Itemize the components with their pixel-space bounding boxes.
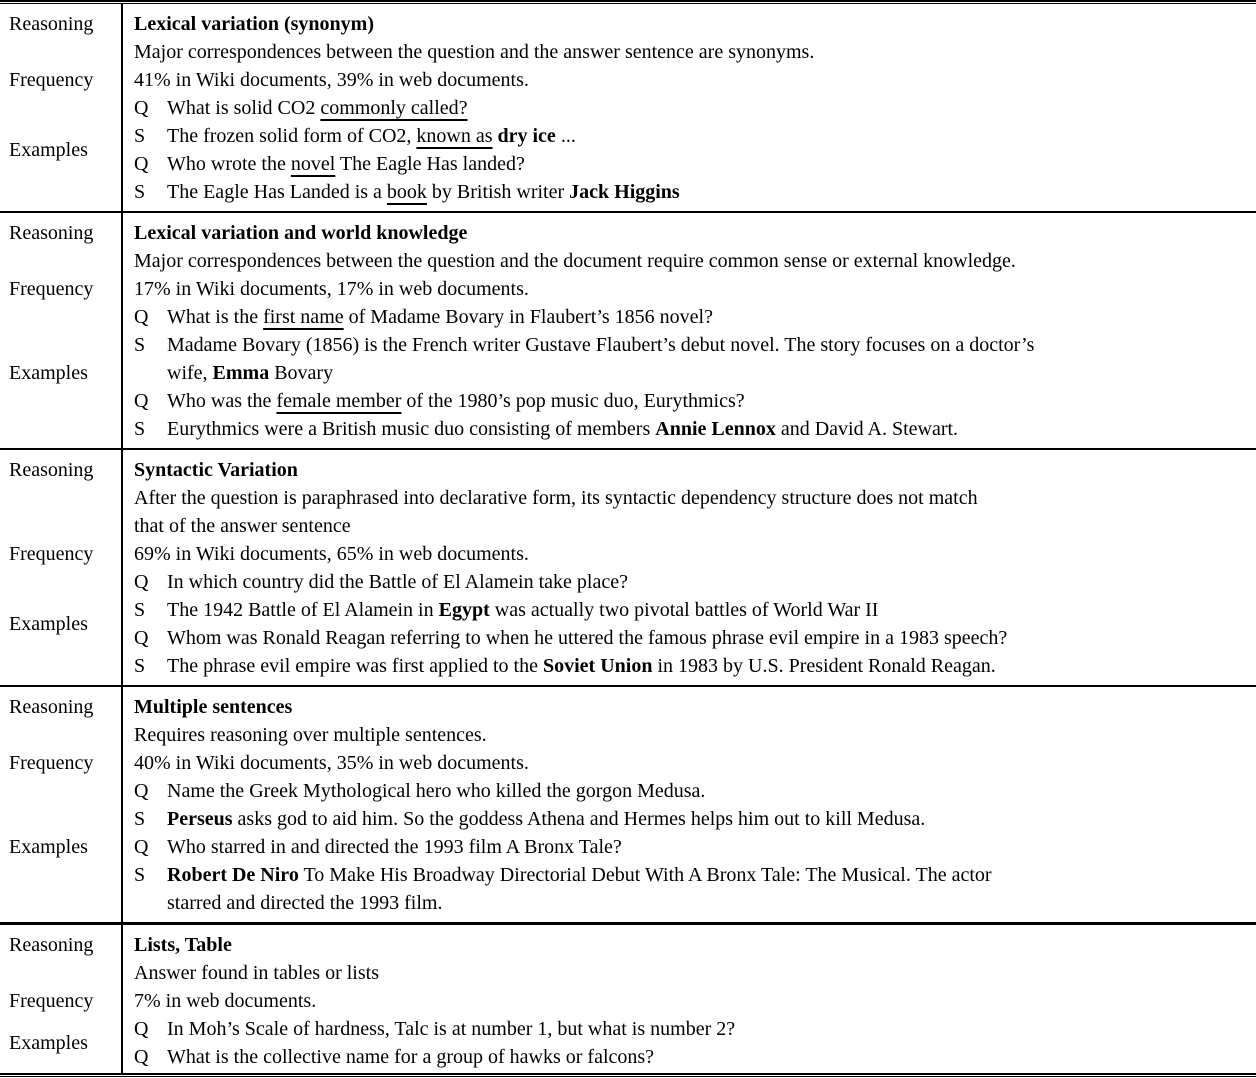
description-line	[134, 38, 1248, 66]
example-row	[134, 624, 1248, 652]
example-marker: Q	[134, 306, 149, 328]
example-text-line	[167, 1015, 1248, 1043]
examples-block	[134, 568, 1248, 680]
text-segment: The Eagle Has landed?	[335, 153, 525, 175]
text-segment: Major correspondences between the question and the document require common sense or external knowledge.	[134, 250, 1016, 272]
text-segment: Who starred in and directed the 1993 film A Bronx Tale?	[167, 836, 622, 858]
text-segment: What is the collective name for a group of hawks or falcons?	[167, 1046, 655, 1068]
text-segment: of Madame Bovary in Flaubert’s 1856 novel?	[343, 306, 713, 328]
example-text-line	[167, 303, 1248, 331]
example-text	[167, 1015, 1248, 1043]
example-marker: S	[134, 864, 146, 886]
example-text	[167, 387, 1248, 415]
example-marker: Q	[134, 153, 149, 175]
text-segment: Emma	[212, 362, 270, 384]
table-section-1	[0, 4, 1256, 213]
reasoning-type-title: Multiple sentences	[134, 696, 293, 718]
example-text-line	[167, 861, 1248, 889]
example-text-line	[167, 889, 1248, 917]
text-segment: Bovary	[269, 362, 334, 384]
example-row	[134, 861, 1248, 917]
text-segment: In Moh’s Scale of hardness, Talc is at number 1, but what is number 2?	[167, 1018, 736, 1040]
examples-block	[134, 1015, 1248, 1071]
row-label-frequency: Frequency	[9, 69, 94, 91]
text-segment: female member	[276, 390, 402, 412]
section-content	[121, 4, 1256, 211]
example-row	[134, 596, 1248, 624]
example-row	[134, 777, 1248, 805]
description-line	[134, 484, 1248, 512]
example-text-line	[167, 833, 1248, 861]
example-text	[167, 861, 1248, 917]
example-text-line	[167, 652, 1248, 680]
example-text	[167, 178, 1248, 206]
description-line	[134, 721, 1248, 749]
text-segment: ...	[555, 125, 576, 147]
row-label-examples: Examples	[9, 613, 88, 635]
example-row	[134, 1043, 1248, 1071]
example-marker: Q	[134, 1018, 149, 1040]
example-row	[134, 331, 1248, 387]
text-segment: After the question is paraphrased into declarative form, its syntactic dependency structure does not match	[134, 487, 978, 509]
example-text-line	[167, 415, 1248, 443]
text-segment: Name the Greek Mythological hero who killed the gorgon Medusa.	[167, 780, 706, 802]
description-line	[134, 959, 1248, 987]
text-segment: Robert De Niro	[167, 864, 299, 886]
text-segment: book	[386, 181, 427, 203]
example-marker: S	[134, 125, 146, 147]
example-row	[134, 387, 1248, 415]
example-marker: Q	[134, 836, 149, 858]
example-row	[134, 303, 1248, 331]
example-text	[167, 805, 1248, 833]
frequency-value: 40% in Wiki documents, 35% in web documents.	[134, 752, 529, 774]
example-marker: S	[134, 181, 146, 203]
section-content	[121, 450, 1256, 685]
text-segment: The Eagle Has Landed is a	[167, 181, 387, 203]
example-text	[167, 303, 1248, 331]
example-text-line	[167, 150, 1248, 178]
example-text	[167, 1043, 1248, 1071]
example-marker: S	[134, 808, 146, 830]
reasoning-types-table	[0, 4, 1256, 1075]
example-marker: Q	[134, 780, 149, 802]
section-content	[121, 687, 1256, 922]
row-label-reasoning: Reasoning	[9, 934, 94, 956]
example-row	[134, 415, 1248, 443]
reasoning-type-title: Lists, Table	[134, 934, 232, 956]
example-text-line	[167, 122, 1248, 150]
example-text	[167, 94, 1248, 122]
example-text-line	[167, 359, 1248, 387]
example-marker: Q	[134, 97, 149, 119]
row-label-examples: Examples	[9, 1032, 88, 1054]
text-segment: Jack Higgins	[569, 181, 680, 203]
row-label-reasoning: Reasoning	[9, 222, 94, 244]
text-segment: dry ice	[497, 125, 556, 147]
row-label-frequency: Frequency	[9, 543, 94, 565]
row-label-frequency: Frequency	[9, 990, 94, 1012]
table-section-2	[0, 213, 1256, 450]
example-row	[134, 178, 1248, 206]
row-label-examples: Examples	[9, 836, 88, 858]
text-segment: The frozen solid form of CO2,	[167, 125, 417, 147]
section-content	[121, 213, 1256, 448]
text-segment: by British writer	[426, 181, 570, 203]
frequency-value: 69% in Wiki documents, 65% in web documents.	[134, 543, 529, 565]
example-text	[167, 568, 1248, 596]
text-segment: Who was the	[167, 390, 277, 412]
example-text-line	[167, 178, 1248, 206]
example-text-line	[167, 331, 1248, 359]
text-segment: The 1942 Battle of El Alamein in	[167, 599, 439, 621]
example-row	[134, 1015, 1248, 1043]
text-segment: and David A. Stewart.	[775, 418, 959, 440]
example-text	[167, 150, 1248, 178]
text-segment: Who wrote the	[167, 153, 291, 175]
example-text-line	[167, 596, 1248, 624]
reasoning-type-title: Lexical variation (synonym)	[134, 13, 374, 35]
row-label-frequency: Frequency	[9, 752, 94, 774]
text-segment: To Make His Broadway Directorial Debut With A Bronx Tale: The Musical. The actor	[298, 864, 992, 886]
reasoning-type-title: Lexical variation and world knowledge	[134, 222, 468, 244]
example-text	[167, 777, 1248, 805]
text-segment: first name	[263, 306, 344, 328]
example-row	[134, 568, 1248, 596]
example-marker: S	[134, 599, 146, 621]
text-segment: Madame Bovary (1856) is the French writer Gustave Flaubert’s debut novel. The story focuses on a doctor’s	[167, 334, 1035, 356]
example-marker: Q	[134, 571, 149, 593]
example-row	[134, 94, 1248, 122]
text-segment: What is solid CO2	[167, 97, 321, 119]
frequency-value: 7% in web documents.	[134, 990, 317, 1012]
text-segment: starred and directed the 1993 film.	[167, 892, 443, 914]
reasoning-type-title: Syntactic Variation	[134, 459, 298, 481]
text-segment: Major correspondences between the question and the answer sentence are synonyms.	[134, 41, 815, 63]
example-text-line	[167, 387, 1248, 415]
table-section-3	[0, 450, 1256, 687]
row-label-frequency: Frequency	[9, 278, 94, 300]
example-row	[134, 150, 1248, 178]
example-row	[134, 805, 1248, 833]
description-line	[134, 247, 1248, 275]
text-segment: Soviet Union	[543, 655, 653, 677]
example-text	[167, 122, 1248, 150]
frequency-value: 17% in Wiki documents, 17% in web documents.	[134, 278, 529, 300]
example-marker: S	[134, 418, 146, 440]
text-segment: in 1983 by U.S. President Ronald Reagan.	[652, 655, 996, 677]
example-text-line	[167, 568, 1248, 596]
row-label-examples: Examples	[9, 139, 88, 161]
example-text	[167, 624, 1248, 652]
text-segment: What is the	[167, 306, 264, 328]
text-segment: novel	[290, 153, 336, 175]
text-segment: of the 1980’s pop music duo, Eurythmics?	[401, 390, 745, 412]
text-segment: asks god to aid him. So the goddess Athena and Hermes helps him out to kill Medusa.	[232, 808, 926, 830]
example-row	[134, 652, 1248, 680]
row-label-reasoning: Reasoning	[9, 696, 94, 718]
text-segment: Annie Lennox	[655, 418, 776, 440]
example-text-line	[167, 94, 1248, 122]
description-line	[134, 512, 1248, 540]
example-marker: S	[134, 655, 146, 677]
example-marker: S	[134, 334, 146, 356]
text-segment: The phrase evil empire was first applied to the	[167, 655, 543, 677]
text-segment: was actually two pivotal battles of World War II	[489, 599, 879, 621]
example-text	[167, 415, 1248, 443]
row-label-examples: Examples	[9, 362, 88, 384]
text-segment: Requires reasoning over multiple sentences.	[134, 724, 487, 746]
text-segment: In which country did the Battle of El Alamein take place?	[167, 571, 628, 593]
text-segment: commonly called?	[320, 97, 468, 119]
example-text-line	[167, 624, 1248, 652]
text-segment: Perseus	[167, 808, 233, 830]
text-segment: Eurythmics were a British music duo consisting of members	[167, 418, 656, 440]
example-row	[134, 833, 1248, 861]
row-label-reasoning: Reasoning	[9, 13, 94, 35]
table-section-5	[0, 925, 1256, 1075]
text-segment: that of the answer sentence	[134, 515, 351, 537]
example-marker: Q	[134, 627, 149, 649]
text-segment: Answer found in tables or lists	[134, 962, 379, 984]
section-content	[121, 925, 1256, 1073]
example-text	[167, 596, 1248, 624]
example-text-line	[167, 1043, 1248, 1071]
text-segment: known as	[416, 125, 493, 147]
example-marker: Q	[134, 1046, 149, 1068]
text-segment: wife,	[167, 362, 213, 384]
example-marker: Q	[134, 390, 149, 412]
example-row	[134, 122, 1248, 150]
example-text-line	[167, 805, 1248, 833]
row-label-reasoning: Reasoning	[9, 459, 94, 481]
table-section-4	[0, 687, 1256, 925]
examples-block	[134, 303, 1248, 443]
examples-block	[134, 94, 1248, 206]
example-text	[167, 833, 1248, 861]
example-text	[167, 652, 1248, 680]
text-segment: Egypt	[438, 599, 490, 621]
example-text-line	[167, 777, 1248, 805]
text-segment: Whom was Ronald Reagan referring to when he uttered the famous phrase evil empire in a 1983 speech?	[167, 627, 1008, 649]
examples-block	[134, 777, 1248, 917]
frequency-value: 41% in Wiki documents, 39% in web documents.	[134, 69, 529, 91]
example-text	[167, 331, 1248, 387]
rule-bottom	[0, 1076, 1256, 1077]
